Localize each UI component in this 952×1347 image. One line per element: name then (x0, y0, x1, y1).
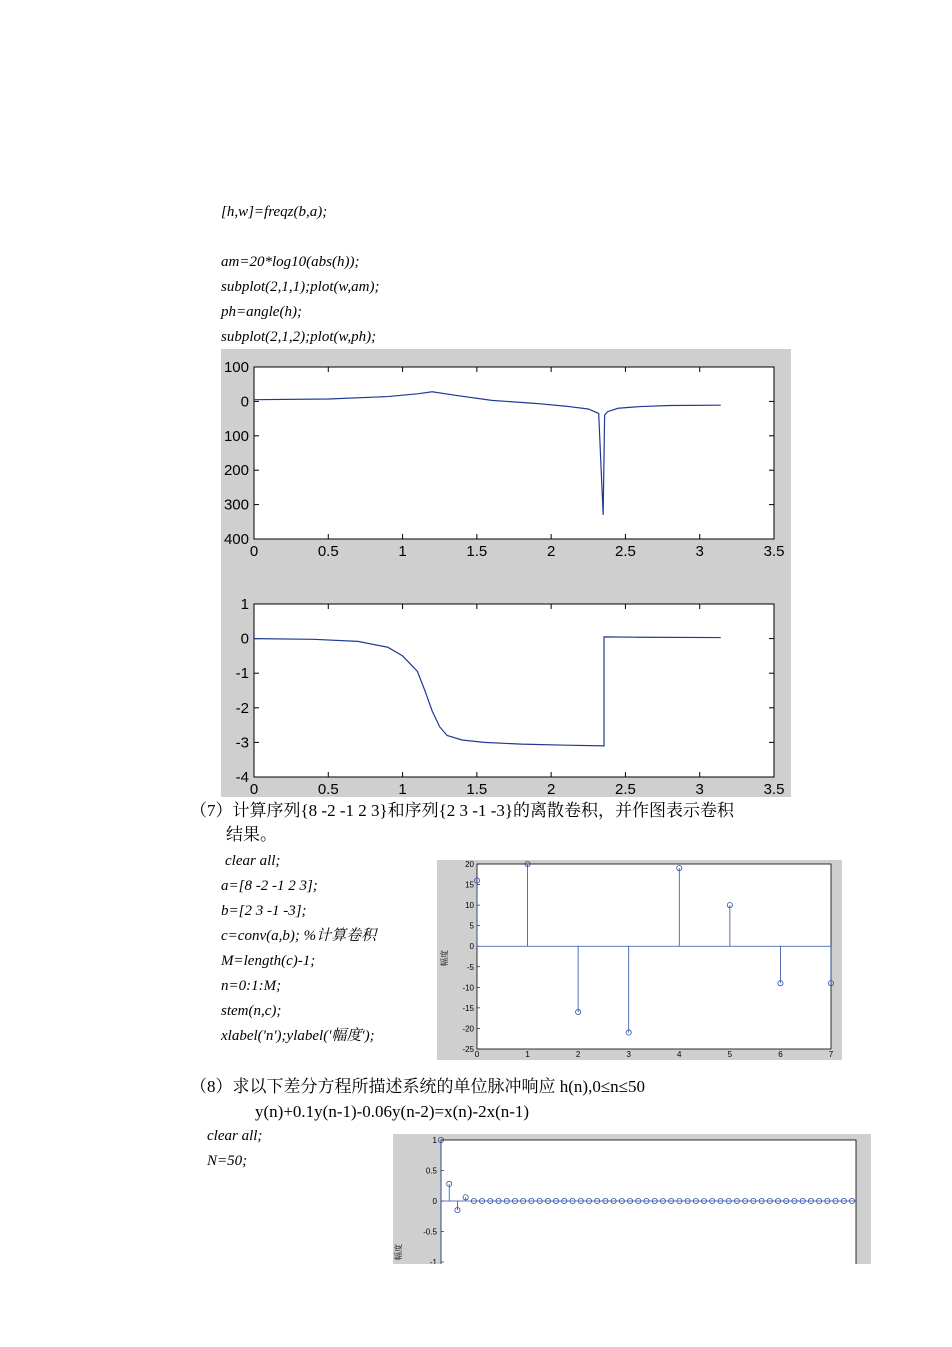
code-line: M=length(c)-1; (221, 953, 316, 969)
y-tick-label: 1 (240, 596, 249, 613)
x-tick-label: 2 (546, 781, 556, 797)
y-tick-label: -20 (462, 1024, 474, 1034)
code-line: stem(n,c); (221, 1003, 282, 1019)
impulse-figure (393, 1134, 871, 1264)
code-line: n=0:1:M; (221, 978, 282, 994)
conv-figure (437, 860, 842, 1060)
y-tick-label: -1 (235, 665, 249, 683)
code-line: [h,w]=freqz(b,a); (221, 204, 328, 220)
code-line: ph=angle(h); (221, 304, 302, 320)
x-tick-label: 0.5 (317, 781, 339, 797)
x-tick-label: 0 (249, 781, 259, 797)
x-tick-label: 4 (677, 1050, 682, 1059)
y-tick-label: -4 (235, 769, 249, 786)
impulse-ylabel: 幅度 (394, 1244, 403, 1260)
section8-heading: （8）求以下差分方程所描述系统的单位脉冲响应 h(n),0≤n≤50 (190, 1077, 645, 1096)
y-tick-label: 0 (240, 393, 249, 411)
code-line: subplot(2,1,1);plot(w,am); (221, 279, 380, 295)
code-line: b=[2 3 -1 -3]; (221, 903, 307, 919)
y-tick-label: 0 (469, 942, 474, 952)
x-tick-label: 2.5 (614, 781, 636, 797)
code-line: xlabel('n');ylabel('幅度'); (221, 1028, 375, 1044)
x-tick-label: 0 (249, 543, 259, 560)
y-tick-label: -2 (235, 699, 249, 717)
y-tick-label: 200 (223, 462, 249, 480)
y-tick-label: -3 (235, 734, 249, 752)
x-tick-label: 3 (626, 1050, 631, 1059)
x-tick-label: 1 (525, 1050, 530, 1059)
x-tick-label: 2 (575, 1050, 581, 1059)
freqz-svg (221, 349, 791, 797)
conv-svg (437, 860, 842, 1060)
y-tick-label: -25 (462, 1045, 474, 1054)
code-line: am=20*log10(abs(h)); (221, 254, 360, 270)
freqz-figure (221, 349, 791, 797)
y-tick-label: 300 (223, 496, 249, 514)
y-tick-label: 100 (223, 427, 249, 445)
x-tick-label: 3 (695, 781, 704, 797)
phase-plot (236, 596, 785, 797)
y-tick-label: 0 (240, 630, 249, 648)
y-tick-label: 0.5 (425, 1166, 437, 1176)
x-tick-label: 1 (398, 781, 407, 797)
x-tick-label: 3.5 (763, 781, 785, 797)
y-tick-label: 1 (432, 1136, 437, 1145)
code-line: c=conv(a,b); %计算卷积 (221, 928, 377, 944)
magnitude-plot (224, 359, 784, 560)
code-line: subplot(2,1,2);plot(w,ph); (221, 329, 377, 345)
y-tick-label: -5 (466, 962, 474, 972)
y-tick-label: -15 (462, 1003, 474, 1013)
y-tick-label: 100 (223, 359, 249, 376)
y-tick-label: 20 (465, 860, 474, 869)
x-tick-label: 3 (695, 543, 704, 560)
x-tick-label: 2 (546, 543, 556, 560)
y-tick-label: 5 (469, 921, 474, 931)
y-tick-label: -0.5 (423, 1227, 437, 1237)
x-tick-label: 6 (778, 1050, 783, 1059)
x-tick-label: 7 (828, 1050, 834, 1059)
code-line: a=[8 -2 -1 2 3]; (221, 878, 318, 894)
code-line: clear all; (207, 1128, 263, 1144)
y-tick-label: -1 (429, 1258, 437, 1264)
impulse-svg (393, 1134, 871, 1264)
code-line: N=50; (207, 1153, 248, 1169)
y-tick-label: 10 (465, 901, 474, 911)
x-tick-label: 5 (727, 1050, 733, 1059)
y-tick-label: 15 (465, 880, 474, 890)
x-tick-label: 1.5 (466, 543, 488, 560)
conv-ylabel: 幅度 (440, 950, 449, 966)
x-tick-label: 0 (474, 1050, 480, 1059)
x-tick-label: 2.5 (614, 543, 636, 560)
code-line: clear all; (225, 853, 281, 869)
section8-equation: y(n)+0.1y(n-1)-0.06y(n-2)=x(n)-2x(n-1) (255, 1102, 530, 1121)
y-tick-label: -10 (462, 983, 474, 993)
x-tick-label: 0.5 (317, 543, 339, 560)
x-tick-label: 1 (398, 543, 407, 560)
x-tick-label: 3.5 (763, 543, 785, 560)
y-tick-label: 400 (223, 531, 249, 548)
x-tick-label: 1.5 (466, 781, 488, 797)
section7-heading: （7）计算序列{8 -2 -1 2 3}和序列{2 3 -1 -3}的离散卷积，并作图表示卷积 (190, 801, 735, 820)
section7-heading-cont: 结果。 (226, 825, 277, 844)
y-tick-label: 0 (432, 1197, 437, 1206)
